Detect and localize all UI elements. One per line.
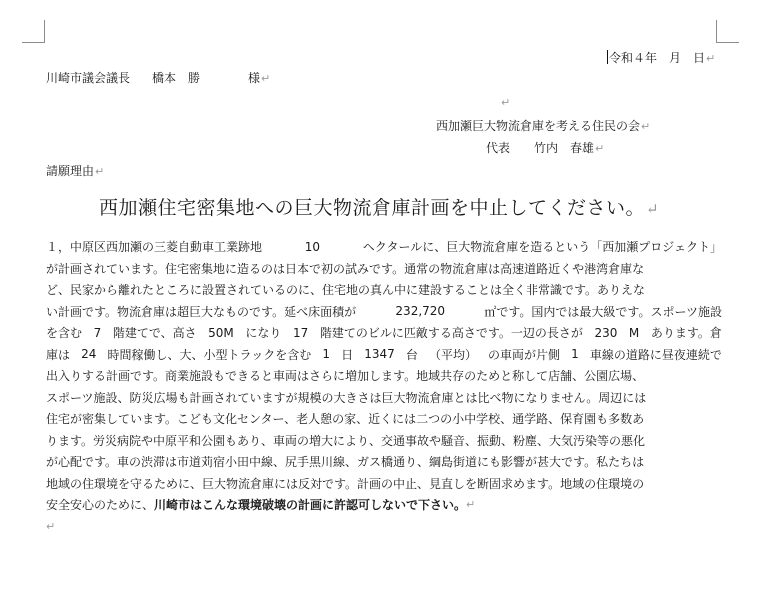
body-line	[46, 322, 722, 344]
body-text-segment: ります。労災病院や中原平和公園もあり、車両の増大により、交通事故や騒音、振動、粉塵、大気汚染等の悪化	[46, 433, 646, 448]
closing-request-bold: 川崎市はこんな環境破壊の計画に許認可しないで下さい。	[154, 498, 467, 513]
body-text-segment: が心配です。車の渋滞は市道苅宿小田中線、尻手黒川線、ガス橋通り、綱島街道にも影響が甚大です。私たちは	[46, 455, 645, 470]
date: 令和４年 月 日	[609, 51, 706, 65]
body-text-segment: 230	[594, 325, 618, 340]
body-text-segment: ㎡です。国内では最大級です。スポーツ施設	[484, 304, 722, 319]
recipient-title: 川崎市議会議長	[46, 71, 131, 85]
paragraph-mark-icon: ↵	[466, 498, 476, 512]
top-right-crop-mark	[716, 20, 739, 43]
body-text-segment: い計画です。物流倉庫は超巨大なものです。延べ床面積が	[46, 304, 357, 319]
body-line	[46, 408, 722, 430]
body-text-segment: ど、民家から離れたところに設置されているのに、住宅地の真ん中に建設することは全く非常識です。ありえな	[46, 283, 646, 298]
body-text-segment: 1	[322, 347, 330, 362]
body-text-segment: 1	[571, 347, 579, 362]
body-text-segment: 住宅が密集しています。こども文化センター、老人憩の家、近くには二つの小中学校、通学路、保育園も多数あ	[46, 412, 645, 427]
body-text-segment: 10	[304, 239, 320, 254]
recipient-honorific: 様	[248, 71, 261, 85]
paragraph-mark-icon: ↵	[261, 72, 271, 85]
body-text-segment: になり	[245, 326, 282, 341]
body-line	[46, 301, 722, 323]
body-line	[46, 344, 722, 366]
body-text-segment: 時間稼働し、大、小型トラックを含む	[107, 347, 312, 362]
body-text-segment: 台	[405, 347, 418, 362]
body-text-segment: 階建てのビルに匹敵する高さです。一辺の長さが	[319, 326, 583, 341]
body-text-segment: 24	[81, 347, 97, 362]
reason-label-line	[46, 163, 104, 180]
paragraph-mark-icon: ↵	[595, 142, 605, 155]
body-line	[46, 236, 722, 258]
paragraph-mark-icon: ↵	[95, 165, 105, 178]
body-text-segment: あります。倉	[650, 326, 722, 341]
recipient-line	[46, 70, 270, 87]
sender-organization: 西加瀬巨大物流倉庫を考える住民の会	[436, 119, 641, 133]
body-line	[46, 258, 722, 280]
sender-representative-line	[486, 140, 604, 157]
sender-organization-line	[436, 118, 650, 135]
body-line	[46, 473, 722, 495]
body-text-segment: （平均）	[428, 347, 477, 362]
body-line	[46, 387, 722, 409]
paragraph-mark-icon: ↵	[641, 120, 651, 133]
body-text-segment: 出入りする計画です。商業施設もできると車両はさらに増加します。地域共存のためと称して店舗、公園広場、	[46, 369, 645, 384]
body-closing-line	[46, 494, 722, 516]
body-text-segment: が計画されています。住宅密集地に造るのは日本で初の試みです。通常の物流倉庫は高速道路近くや港湾倉庫な	[46, 261, 645, 276]
body-text	[46, 236, 722, 537]
representative-label: 代表	[486, 141, 511, 155]
body-line	[46, 279, 722, 301]
top-left-crop-mark	[22, 20, 45, 43]
empty-paragraph	[46, 516, 722, 538]
body-text-segment: 庫は	[46, 347, 71, 362]
body-text-segment: １，中原区西加瀬の三菱自動車工業跡地	[46, 240, 263, 255]
body-line	[46, 451, 722, 473]
reason-label: 請願理由	[46, 164, 95, 178]
paragraph-mark-icon: ↵	[46, 519, 56, 533]
empty-paragraph	[500, 94, 510, 111]
body-text-segment: 1347	[364, 347, 395, 362]
body-text-segment: M	[628, 325, 640, 340]
body-text-segment: スポーツ施設、防災広場も計画されていますが規模の大きさは巨大物流倉庫とは比べ物になりません。周辺には	[46, 390, 647, 405]
body-text-segment: 50M	[208, 325, 234, 340]
date-line	[607, 50, 715, 67]
paragraph-mark-icon: ↵	[501, 96, 511, 109]
body-line	[46, 430, 722, 452]
body-text-segment: を含む	[46, 326, 83, 341]
body-text-segment: 日	[341, 347, 354, 362]
document-title: 西加瀬住宅密集地への巨大物流倉庫計画を中止してください。	[98, 197, 645, 219]
closing-text: 安全安心のために、	[46, 498, 155, 513]
document-title-line	[0, 195, 758, 222]
representative-name: 竹内 春雄	[534, 141, 595, 155]
paragraph-mark-icon: ↵	[706, 52, 716, 65]
body-text-segment: 車線の道路に昼夜連続で	[589, 347, 722, 362]
body-text-segment: ヘクタールに、巨大物流倉庫を造るという「西加瀬プロジェクト」	[362, 240, 722, 255]
body-text-segment: 17	[292, 325, 309, 340]
body-line	[46, 365, 722, 387]
body-text-segment: 7	[93, 325, 102, 340]
body-text-segment: 地域の住環境を守るために、巨大物流倉庫には反対です。計画の中止、見直しを断固求めます。地域の住環境の	[46, 476, 645, 491]
body-text-segment: の車両が片側	[488, 347, 561, 362]
recipient-name: 橋本 勝	[152, 71, 201, 85]
body-text-segment: 232,720	[395, 304, 446, 319]
text-cursor	[607, 50, 608, 64]
body-text-segment: 階建てで、高さ	[112, 326, 197, 341]
paragraph-mark-icon: ↵	[645, 200, 660, 218]
